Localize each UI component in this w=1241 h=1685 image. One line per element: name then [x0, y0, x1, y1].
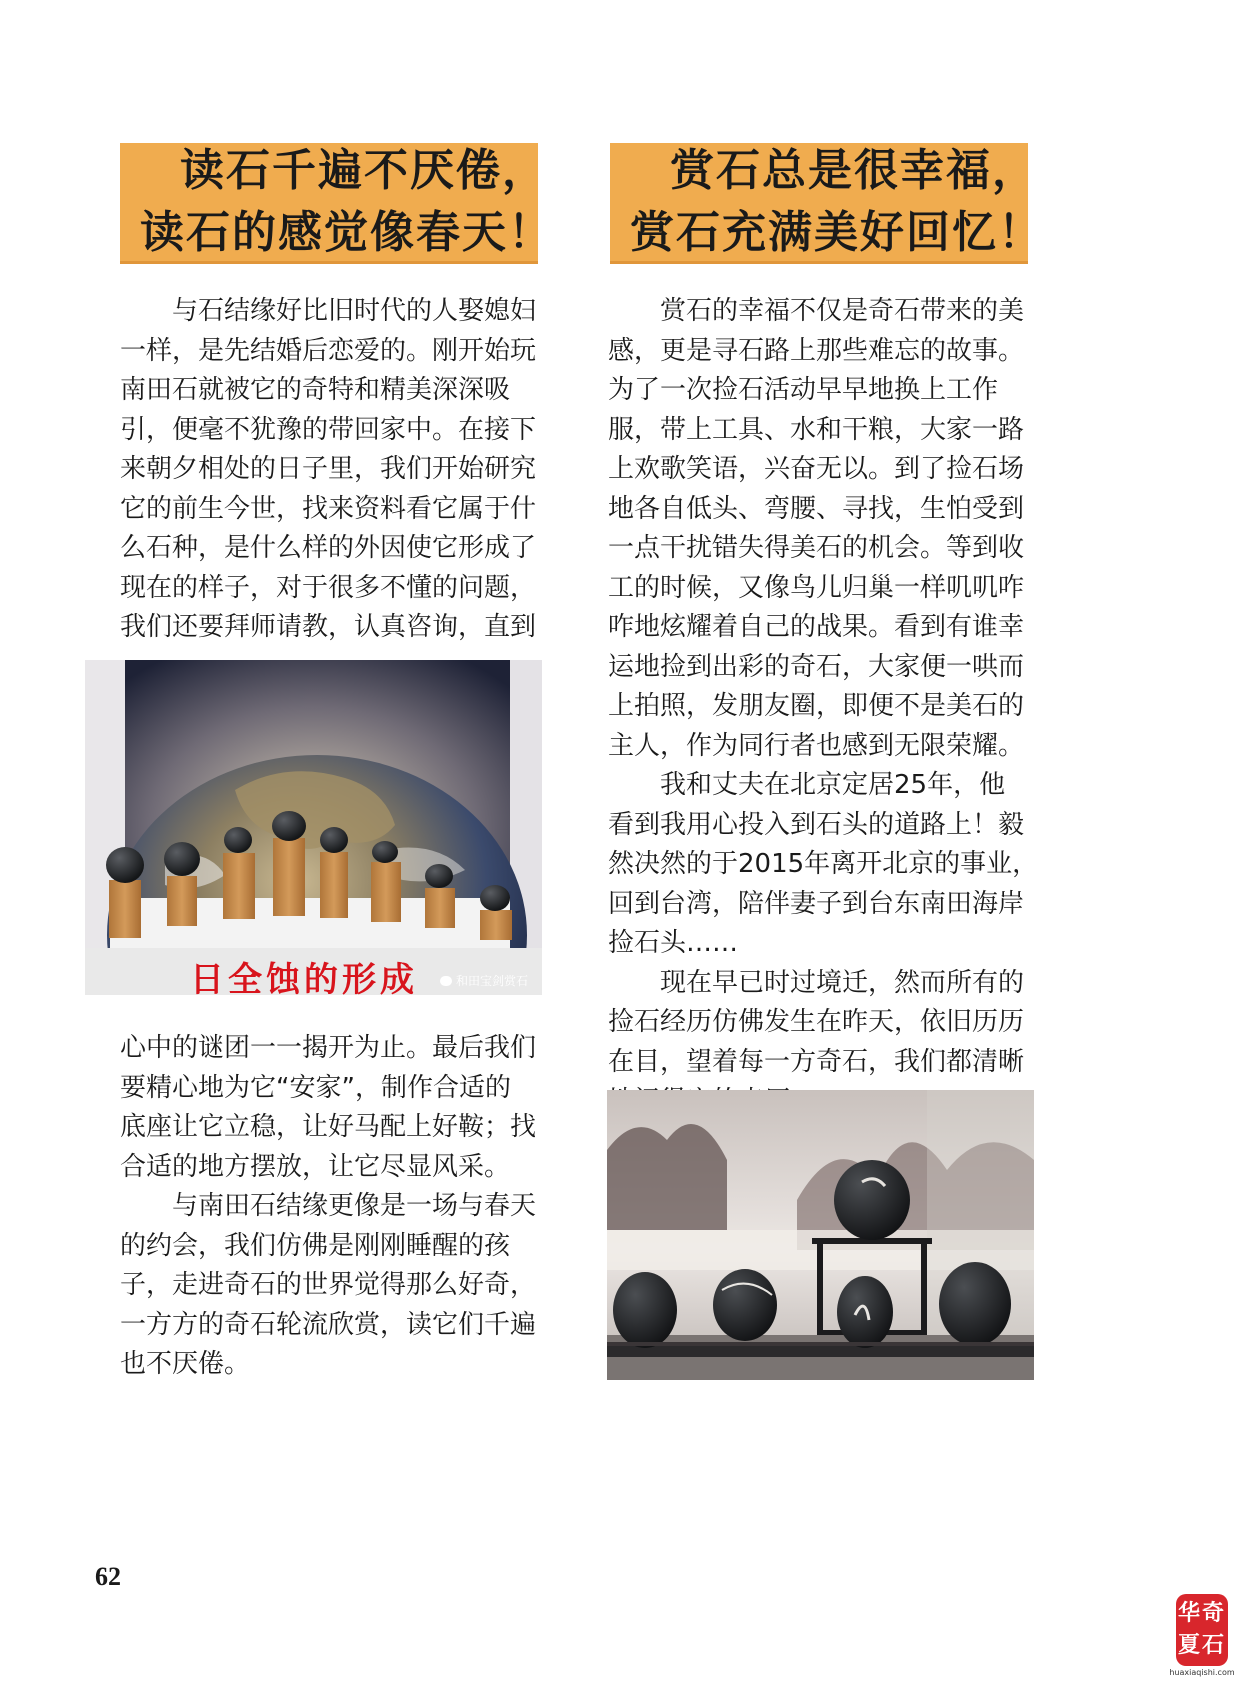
right-heading-line-1: 赏石总是很幸福， — [670, 145, 1038, 196]
logo-char: 奇 — [1202, 1601, 1225, 1626]
text-line: 的约会，我们仿佛是刚刚睡醒的孩 — [120, 1230, 511, 1261]
right-body — [608, 292, 1039, 1122]
landscape-stones-photo — [607, 1090, 1034, 1380]
huaxia-qishi-logo — [1168, 1590, 1236, 1680]
photo-caption: 日全蚀的形成 — [190, 960, 418, 995]
left-heading-line-1: 读石千遍不厌倦， — [180, 145, 548, 196]
left-heading-line-2: 读石的感觉像春天！ — [140, 207, 554, 258]
text-line: 来朝夕相处的日子里，我们开始研究 — [120, 454, 537, 484]
text-line: 咋地炫耀着自己的战果。看到有谁幸 — [608, 612, 1025, 642]
text-line: 我和丈夫在北京定居25年，他 — [660, 770, 1006, 800]
text-line: 与南田石结缘更像是一场与春天 — [172, 1191, 537, 1221]
text-line: 子，走进奇石的世界觉得那么好奇， — [120, 1270, 537, 1300]
text-line: 一样，是先结婚后恋爱的。刚开始玩 — [120, 335, 537, 366]
text-line: 捡石头…… — [608, 928, 739, 958]
text-line: 它的前生今世，找来资料看它属于什 — [120, 493, 537, 524]
misty-mountain-stones-illustration — [607, 1090, 1034, 1380]
text-line: 心中的谜团一一揭开为止。最后我们 — [120, 1033, 537, 1063]
text-line: 南田石就被它的奇特和精美深深吸 — [120, 375, 511, 405]
text-line: 捡石经历仿佛发生在昨天，依旧历历 — [608, 1007, 1025, 1037]
left-body-bottom — [120, 1029, 538, 1385]
right-heading-line-2: 赏石充满美好回忆！ — [630, 207, 1044, 258]
text-line: 工的时候，又像鸟儿归巢一样叽叽咋 — [608, 572, 1025, 603]
page-number: 62 — [95, 1562, 121, 1591]
text-line: 与石结缘好比旧时代的人娶媳妇 — [172, 296, 537, 326]
text-line: 赏石的幸福不仅是奇石带来的美 — [660, 296, 1025, 326]
text-line: 感，更是寻石路上那些难忘的故事。 — [608, 335, 1025, 366]
text-line: 在目，望着每一方奇石，我们都清晰 — [608, 1046, 1025, 1077]
text-line: 主人，作为同行者也感到无限荣耀。 — [608, 730, 1025, 761]
text-line: 么石种，是什么样的外因使它形成了 — [120, 533, 537, 563]
text-line: 一方方的奇石轮流欣赏，读它们千遍 — [120, 1309, 537, 1340]
text-line: 地各自低头、弯腰、寻找，生怕受到 — [608, 493, 1025, 524]
logo-char: 石 — [1202, 1633, 1225, 1658]
logo-url: huaxiaqishi.com — [1169, 1668, 1235, 1677]
text-line: 运地捡到出彩的奇石，大家便一哄而 — [608, 651, 1025, 682]
text-line: 回到台湾，陪伴妻子到台东南田海岸 — [608, 888, 1025, 919]
text-line: 现在的样子，对于很多不懂的问题， — [120, 572, 537, 603]
text-line: 现在早已时过境迁，然而所有的 — [660, 967, 1025, 998]
text-line: 为了一次捡石活动早早地换上工作 — [608, 375, 999, 405]
text-line: 合适的地方摆放，让它尽显风采。 — [120, 1151, 511, 1182]
text-line: 上拍照，发朋友圈，即便不是美石的 — [608, 691, 1025, 721]
watermark-text: 和田宝剑赏石 — [456, 974, 529, 988]
text-line: 然决然的于2015年离开北京的事业， — [608, 849, 1039, 879]
text-line: 服，带上工具、水和干粮，大家一路 — [608, 414, 1025, 445]
logo-char: 华 — [1178, 1601, 1201, 1626]
globe-stones-illustration — [85, 660, 542, 995]
text-line: 一点干扰错失得美石的机会。等到收 — [608, 533, 1025, 563]
text-line: 引，便毫不犹豫的带回家中。在接下 — [120, 414, 537, 445]
text-line: 我们还要拜师请教，认真咨询，直到 — [120, 612, 537, 642]
text-line: 看到我用心投入到石头的道路上！毅 — [608, 809, 1025, 840]
photo-watermark — [440, 972, 528, 989]
text-line: 也不厌倦。 — [120, 1349, 251, 1379]
solar-eclipse-stones-photo — [85, 660, 542, 995]
right-heading-banner — [610, 143, 1044, 264]
left-heading-banner — [120, 143, 554, 264]
text-line: 底座让它立稳，让好马配上好鞍；找 — [120, 1112, 537, 1142]
text-line: 要精心地为它“安家”，制作合适的 — [120, 1072, 511, 1103]
text-line: 上欢歌笑语，兴奋无以。到了捡石场 — [608, 454, 1025, 484]
wechat-icon — [440, 976, 452, 986]
left-body-top — [120, 292, 538, 648]
logo-char: 夏 — [1178, 1633, 1201, 1658]
